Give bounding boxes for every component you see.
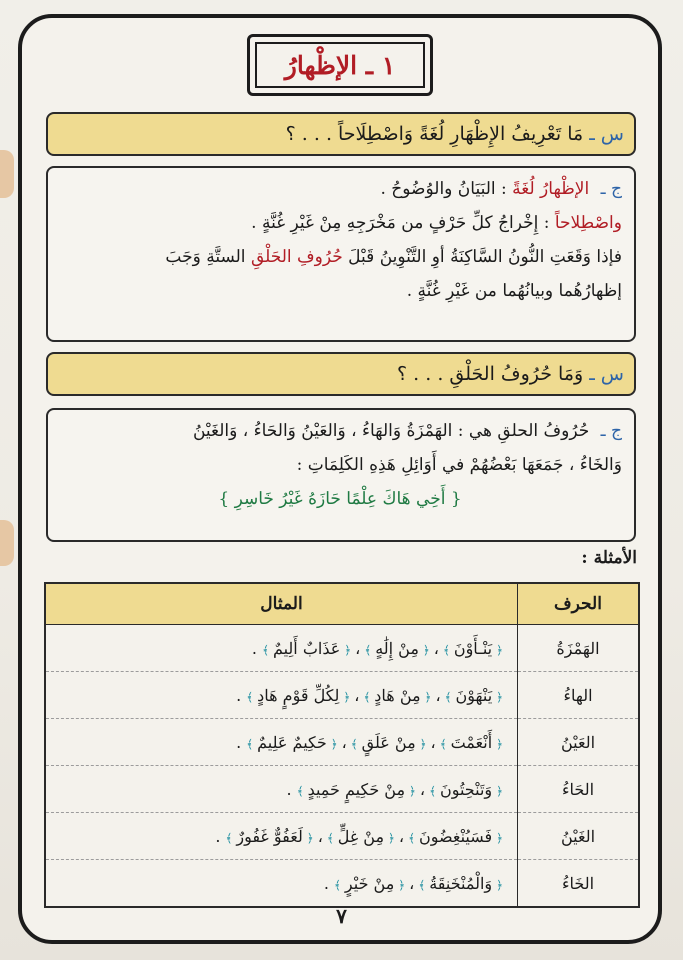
bracket-ornament-icon: ﴾ [439,736,451,751]
answer-1 [46,166,636,342]
separator: ، [354,685,360,705]
answer-prefix: ج ـ [600,179,622,199]
example-word: مِنْ هَادٍ [374,685,421,705]
row-end-dot: . [215,826,226,846]
separator: ، [398,826,405,846]
lugha-text: : البَيَانُ والوُضُوحُ . [380,179,507,199]
example-word: وَتَنْحِتُونَ [439,779,493,799]
table-row [45,860,639,908]
rule-highlight: حُرُوفِ الحَلْقِ [250,247,343,267]
bracket-ornament-icon: ﴾ [444,689,456,704]
lugha-label: الإظْهارُ لُغَةً [512,179,590,199]
bracket-ornament-icon: ﴾ [408,830,419,845]
mnemonic: { أَخِي هَاكَ عِلْمًا حَازَهُ غَيْرُ خَاسِرِ } [218,489,462,509]
question-prefix: س ـ [589,363,624,385]
row-examples [45,672,518,719]
row-examples [45,766,518,813]
bracket-ornament-icon: ﴾ [350,736,362,751]
bracket-ornament-icon: ﴾ [364,642,376,657]
title-box [247,34,433,96]
bracket-ornament-icon: ﴿ [420,689,432,704]
page-number: ٧ [336,904,347,928]
rule-text: فإذا وَقَعَتِ النُّونُ السَّاكِنَةُ أوِ التَّنْوِينُ قَبْلَ [348,247,622,267]
bracket-ornament-icon: ﴿ [492,830,503,845]
bracket-ornament-icon: ﴿ [384,830,395,845]
col-letter-header: الحرف [518,583,640,625]
bracket-ornament-icon: ﴿ [340,642,352,657]
bracket-ornament-icon: ﴾ [334,877,345,892]
answer-line-1: حُرُوفُ الحلقِ هي : الهَمْزَةُ وَالهَاءُ ، وَالعَيْنُ وَالحَاءُ ، وَالغَيْنُ [192,421,590,441]
row-examples [45,813,518,860]
answer-prefix: ج ـ [600,421,622,441]
example-word: مِنْ إِلَٰهٍ [375,638,419,658]
example-word: مِنْ عَلَقٍ [361,732,416,752]
bracket-ornament-icon: ﴿ [302,830,314,845]
example-word: مِنْ حَكِيمٍ حَمِيدٍ [307,779,406,799]
row-end-dot: . [323,873,335,893]
example-word: مِنْ غِلٍّ [337,826,385,846]
table-header [45,583,639,625]
page-title: ١ ـ الإظْهارُ [255,42,425,88]
row-end-dot: . [251,638,263,658]
table-row [45,766,639,813]
table-row [45,625,639,672]
example-word: يَنْهَوْنَ [455,685,493,705]
table-row [45,672,639,719]
bracket-ornament-icon: ﴿ [418,642,430,657]
separator: ، [419,779,426,799]
row-examples [45,719,518,766]
bracket-ornament-icon: ﴿ [492,642,503,657]
col-example-header: المثال [45,583,518,625]
examples-label: الأمثلة : [581,548,637,568]
example-word: فَسَيُنْغِضُونَ [418,826,493,846]
table-row [45,719,639,766]
row-end-dot: . [236,685,247,705]
row-letter: الخَاءُ [518,860,640,908]
bracket-ornament-icon: ﴾ [225,830,237,845]
example-word: لَعَفُوٌّ غَفُورٌ [236,826,303,846]
example-word: حَكِيمٌ عَلِيمٌ [257,732,327,752]
thumb-edge [0,520,14,566]
bracket-ornament-icon: ﴿ [492,783,503,798]
bracket-ornament-icon: ﴾ [296,783,308,798]
bracket-ornament-icon: ﴾ [363,689,375,704]
separator: ، [435,685,441,705]
separator: ، [355,638,361,658]
bracket-ornament-icon: ﴾ [246,736,258,751]
bracket-ornament-icon: ﴿ [339,689,351,704]
rule-text-line2: إظهارُهُما وبيانُهُما من غَيْرِ غُنَّةٍ . [406,281,622,301]
rule-text-end: الستَّةِ وَجَبَ [165,247,246,267]
bracket-ornament-icon: ﴿ [492,689,503,704]
istilah-label: واصْطِلاحاً [554,213,622,233]
separator: ، [317,826,323,846]
separator: ، [341,732,347,752]
row-letter: الغَيْنُ [518,813,640,860]
row-letter: الهَمْزَةُ [518,625,640,672]
row-examples [45,625,518,672]
bracket-ornament-icon: ﴾ [418,877,430,892]
bracket-ornament-icon: ﴾ [246,689,258,704]
separator: ، [433,638,439,658]
bracket-ornament-icon: ﴿ [394,877,406,892]
row-examples [45,860,518,908]
example-word: أَنْعَمْتَ [450,732,493,752]
answer-line-2: وَالخَاءُ ، جَمَعَهَا بَعْضُهُمْ في أَوَائِلِ هَذِهِ الكَلِمَاتِ : [296,455,622,475]
example-word: لِكُلِّ قَوْمٍ هَادٍ [257,685,340,705]
bracket-ornament-icon: ﴿ [415,736,427,751]
bracket-ornament-icon: ﴾ [429,783,440,798]
question-prefix: س ـ [589,123,624,145]
bracket-ornament-icon: ﴾ [262,642,273,657]
row-end-dot: . [236,732,247,752]
question-text: مَا تَعْرِيفُ الإِظْهَارِ لُغَةً وَاصْطِلَاحاً . . . ؟ [285,123,584,145]
bracket-ornament-icon: ﴾ [326,830,338,845]
separator: ، [430,732,436,752]
answer-2 [46,408,636,542]
question-2 [46,352,636,396]
example-word: عَذَابٌ أَلِيمٌ [272,638,341,658]
row-letter: العَيْنُ [518,719,640,766]
row-letter: الهاءُ [518,672,640,719]
example-word: وَالْمُنْخَنِقَةُ [429,873,493,893]
thumb-edge [0,150,14,198]
row-letter: الحَاءُ [518,766,640,813]
bracket-ornament-icon: ﴾ [442,642,454,657]
example-word: يَنْـأَوْنَ [453,638,493,658]
bracket-ornament-icon: ﴿ [492,736,503,751]
examples-table [44,582,640,908]
bracket-ornament-icon: ﴿ [326,736,338,751]
table-row [45,813,639,860]
row-end-dot: . [286,779,297,799]
question-text: وَمَا حُرُوفُ الحَلْقِ . . . ؟ [397,363,584,385]
question-1 [46,112,636,156]
istilah-text: : إِخْراجُ كلِّ حَرْفٍ من مَخْرَجِهِ مِنْ غَيْرِ غُنَّةٍ . [251,213,550,233]
separator: ، [409,873,415,893]
bracket-ornament-icon: ﴿ [492,877,503,892]
bracket-ornament-icon: ﴿ [405,783,416,798]
example-word: مِنْ خَيْرٍ [344,873,395,893]
